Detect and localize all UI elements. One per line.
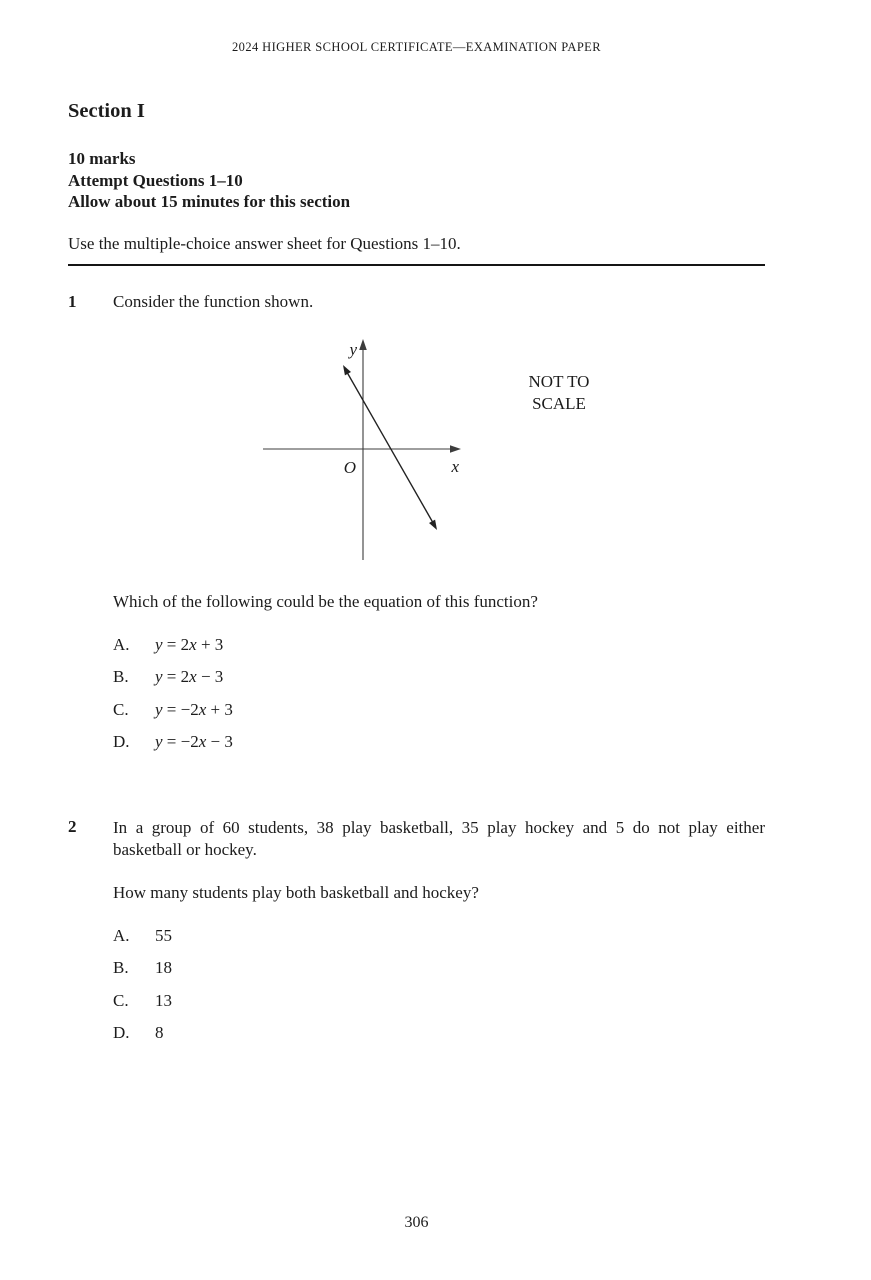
not-to-scale-line1: NOT TO [528, 372, 590, 391]
line-upper-arrowhead-icon [343, 365, 351, 375]
option-value: 55 [155, 926, 172, 945]
option-value: y = −2x + 3 [155, 700, 233, 719]
question-2-text-line2: basketball or hockey. [113, 840, 257, 859]
x-axis-label: x [451, 457, 459, 476]
option-value: 8 [155, 1023, 164, 1042]
option-letter: C. [113, 991, 129, 1010]
option-letter: B. [113, 958, 129, 977]
question-1-option-b [113, 667, 223, 687]
page-header: 2024 HIGHER SCHOOL CERTIFICATE—EXAMINATION PAPER [232, 40, 601, 54]
option-letter: D. [113, 1023, 130, 1042]
question-2-option-b [113, 958, 172, 978]
option-value: 18 [155, 958, 172, 977]
attempt-line: Attempt Questions 1–10 [68, 170, 243, 190]
question-2-prompt: How many students play both basketball and hockey? [113, 883, 479, 902]
question-1-prompt: Which of the following could be the equation of this function? [113, 592, 538, 611]
y-axis-label: y [349, 340, 357, 359]
question-2-number: 2 [68, 817, 77, 836]
question-2-option-d [113, 1023, 164, 1043]
answer-sheet-instruction: Use the multiple-choice answer sheet for Questions 1–10. [68, 234, 461, 253]
allow-line: Allow about 15 minutes for this section [68, 192, 351, 211]
marks-line: 10 marks [68, 149, 136, 168]
question-2-option-c [113, 991, 172, 1011]
question-2-option-a [113, 926, 172, 946]
line-lower-arrowhead-icon [429, 520, 437, 530]
section-title: Section I [68, 100, 145, 122]
function-graph [253, 334, 471, 564]
option-letter: A. [113, 635, 130, 654]
option-value: y = −2x − 3 [155, 732, 233, 751]
not-to-scale-line2: SCALE [532, 394, 586, 413]
option-letter: D. [113, 732, 130, 751]
question-1-number: 1 [68, 292, 77, 311]
option-value: y = 2x − 3 [155, 667, 224, 686]
section-divider [68, 264, 765, 266]
option-letter: C. [113, 700, 129, 719]
origin-label: O [343, 458, 356, 477]
question-1-option-d [113, 732, 233, 752]
option-letter: B. [113, 667, 129, 686]
option-value: 13 [155, 991, 172, 1010]
question-1-option-c [113, 700, 233, 720]
page-number: 306 [404, 1214, 429, 1231]
question-1-option-a [113, 635, 223, 655]
question-1-text: Consider the function shown. [113, 292, 314, 311]
function-line [344, 367, 436, 528]
not-to-scale-note [497, 371, 621, 415]
option-value: y = 2x + 3 [155, 635, 224, 654]
y-axis-arrowhead-icon [359, 339, 367, 350]
section-instructions [68, 148, 350, 213]
option-letter: A. [113, 926, 130, 945]
x-axis-arrowhead-icon [450, 445, 461, 453]
question-2-text-line1: In a group of 60 students, 38 play basketball, 35 play hockey and 5 do not play either [113, 818, 765, 837]
